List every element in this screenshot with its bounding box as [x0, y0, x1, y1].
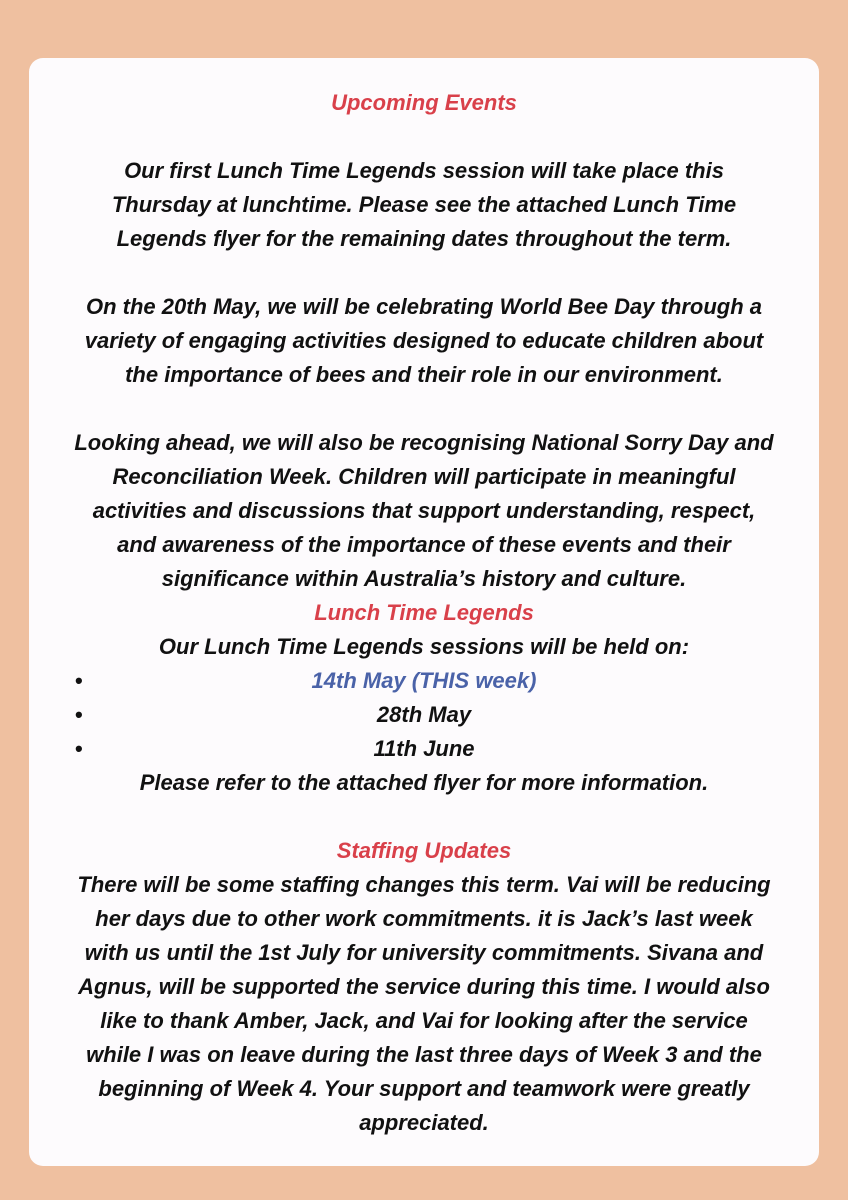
- list-item: [29, 698, 819, 732]
- text-line: activities and discussions that support understanding, respect,: [92, 498, 756, 523]
- text-line: the importance of bees and their role in our environment.: [125, 362, 723, 387]
- lunch-time-legends-heading: Lunch Time Legends: [314, 600, 534, 625]
- text-line: On the 20th May, we will be celebrating World Bee Day through a: [85, 294, 763, 319]
- text-line: Looking ahead, we will also be recognising National Sorry Day and: [74, 430, 774, 455]
- text-line: Our first Lunch Time Legends session will take place this: [124, 158, 724, 183]
- session-date: 28th May: [376, 702, 472, 727]
- upcoming-events-heading: Upcoming Events: [331, 90, 517, 115]
- lunch-legends-announcement: [29, 154, 819, 256]
- bullet-icon: •: [75, 736, 83, 761]
- flyer-note: Please refer to the attached flyer for more information.: [139, 770, 709, 795]
- bullet-icon: •: [75, 702, 83, 727]
- session-date: 14th May (THIS week): [311, 668, 537, 693]
- text-line: significance within Australia’s history and culture.: [161, 566, 687, 591]
- text-line: like to thank Amber, Jack, and Vai for looking after the service: [100, 1008, 748, 1033]
- text-line: Legends flyer for the remaining dates throughout the term.: [116, 226, 732, 251]
- newsletter-card: [29, 58, 819, 1166]
- list-item: [29, 664, 819, 698]
- text-line: There will be some staffing changes this term. Vai will be reducing: [77, 872, 771, 897]
- text-line: appreciated.: [359, 1110, 489, 1135]
- list-item: [29, 732, 819, 766]
- session-date: 11th June: [373, 736, 475, 761]
- staffing-paragraph: [29, 868, 819, 1140]
- text-line: Agnus, will be supported the service during this time. I would also: [78, 974, 770, 999]
- text-line: while I was on leave during the last three days of Week 3 and the: [86, 1042, 762, 1067]
- session-dates-list: [29, 664, 819, 766]
- text-line: her days due to other work commitments. it is Jack’s last week: [95, 906, 753, 931]
- text-line: with us until the 1st July for university commitments. Sivana and: [84, 940, 764, 965]
- text-line: Thursday at lunchtime. Please see the attached Lunch Time: [111, 192, 737, 217]
- bullet-icon: •: [75, 668, 83, 693]
- staffing-updates-heading: Staffing Updates: [336, 838, 512, 863]
- sorry-day-paragraph: [29, 426, 819, 596]
- text-line: beginning of Week 4. Your support and teamwork were greatly: [98, 1076, 750, 1101]
- text-line: Reconciliation Week. Children will participate in meaningful: [112, 464, 736, 489]
- text-line: and awareness of the importance of these events and their: [117, 532, 731, 557]
- text-line: variety of engaging activities designed to educate children about: [84, 328, 764, 353]
- legends-intro: Our Lunch Time Legends sessions will be held on:: [158, 634, 690, 659]
- world-bee-day-paragraph: [29, 290, 819, 392]
